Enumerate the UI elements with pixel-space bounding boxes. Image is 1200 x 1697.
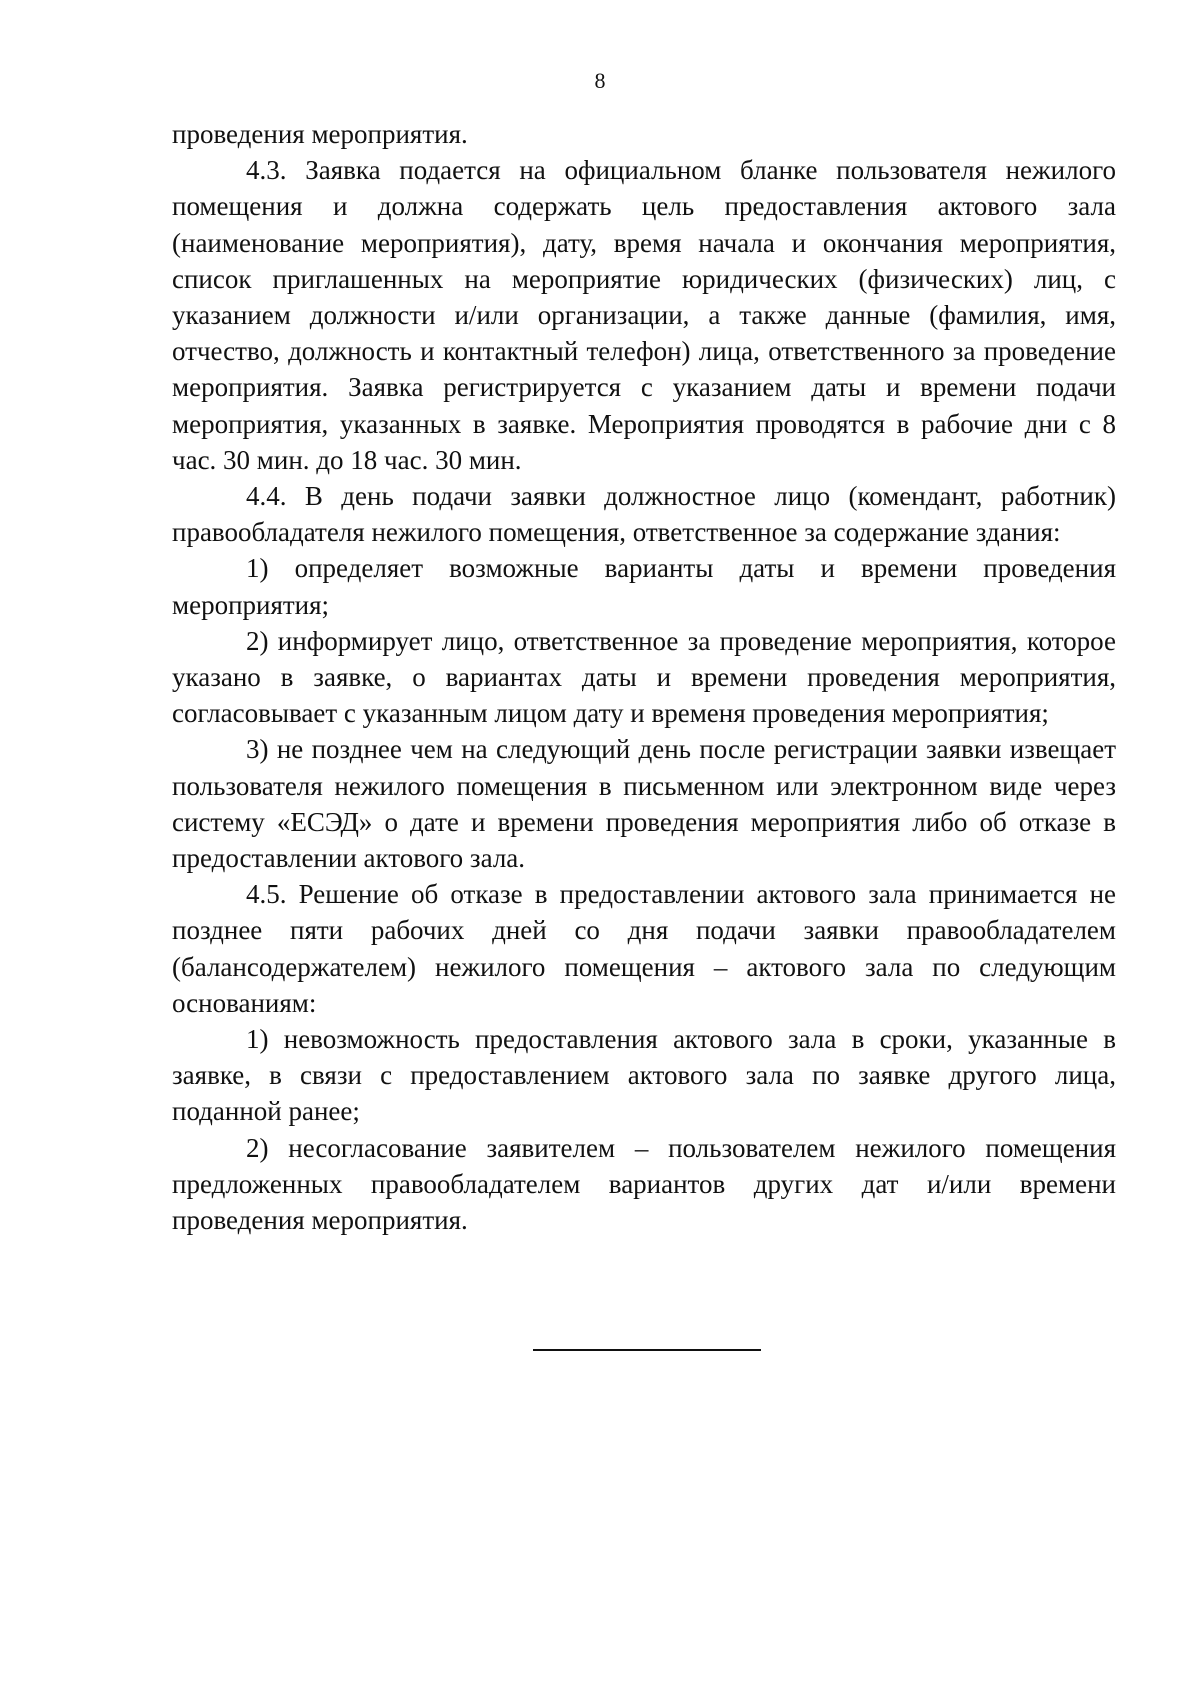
paragraph-4-4: 4.4. В день подачи заявки должностное лицо (комендант, работник) правообладателя нежилого помещения, ответственное за содержание здания: <box>172 481 1116 548</box>
page-number: 8 <box>594 68 606 93</box>
paragraph-4-5-item-2: 2) несогласование заявителем – пользователем нежилого помещения предложенных правообладателем вариантов других дат и/или времени проведения мероприятия. <box>172 1132 1116 1236</box>
document-body <box>172 116 1116 1238</box>
paragraph-4-4-item-3: 3) не позднее чем на следующий день после регистрации заявки извещает пользователя нежилого помещения в письменном или электронном виде через систему «ЕСЭД» о дате и времени проведения мероприятия либо об отказе в предоставлении актового зала. <box>172 734 1116 874</box>
paragraph-4-4-item-1: 1) определяет возможные варианты даты и времени проведения мероприятия; <box>172 553 1116 620</box>
paragraph-4-5-item-1: 1) невозможность предоставления актового зала в сроки, указанные в заявке, в связи с предоставлением актового зала по заявке другого лица, поданной ранее; <box>172 1024 1116 1127</box>
end-of-document-rule <box>533 1349 761 1351</box>
paragraph-4-3: 4.3. Заявка подается на официальном бланке пользователя нежилого помещения и должна содержать цель предоставления актового зала (наименование мероприятия), дату, время начала и окончания мероприятия, список приглашенных на мероприятие юридических (физических) лиц, с указанием должности и/или организации, а также данные (фамилия, имя, отчество, должность и контактный телефон) лица, ответственного за проведение мероприятия. Заявка регистрируется с указанием даты и времени подачи мероприятия, указанных в заявке. Мероприятия проводятся в рабочие дни с 8 час. 30 мин. до 18 час. 30 мин. <box>172 155 1116 475</box>
paragraph-continuation: проведения мероприятия. <box>172 119 468 149</box>
paragraph-4-4-item-2: 2) информирует лицо, ответственное за проведение мероприятия, которое указано в заявке, о вариантах даты и времени проведения мероприятия, согласовывает с указанным лицом дату и временя проведения мероприятия; <box>172 625 1116 729</box>
paragraph-4-5: 4.5. Решение об отказе в предоставлении актового зала принимается не позднее пяти рабочих дней со дня подачи заявки правообладателем (балансодержателем) нежилого помещения – актового зала по следующим основаниям: <box>172 879 1116 1018</box>
